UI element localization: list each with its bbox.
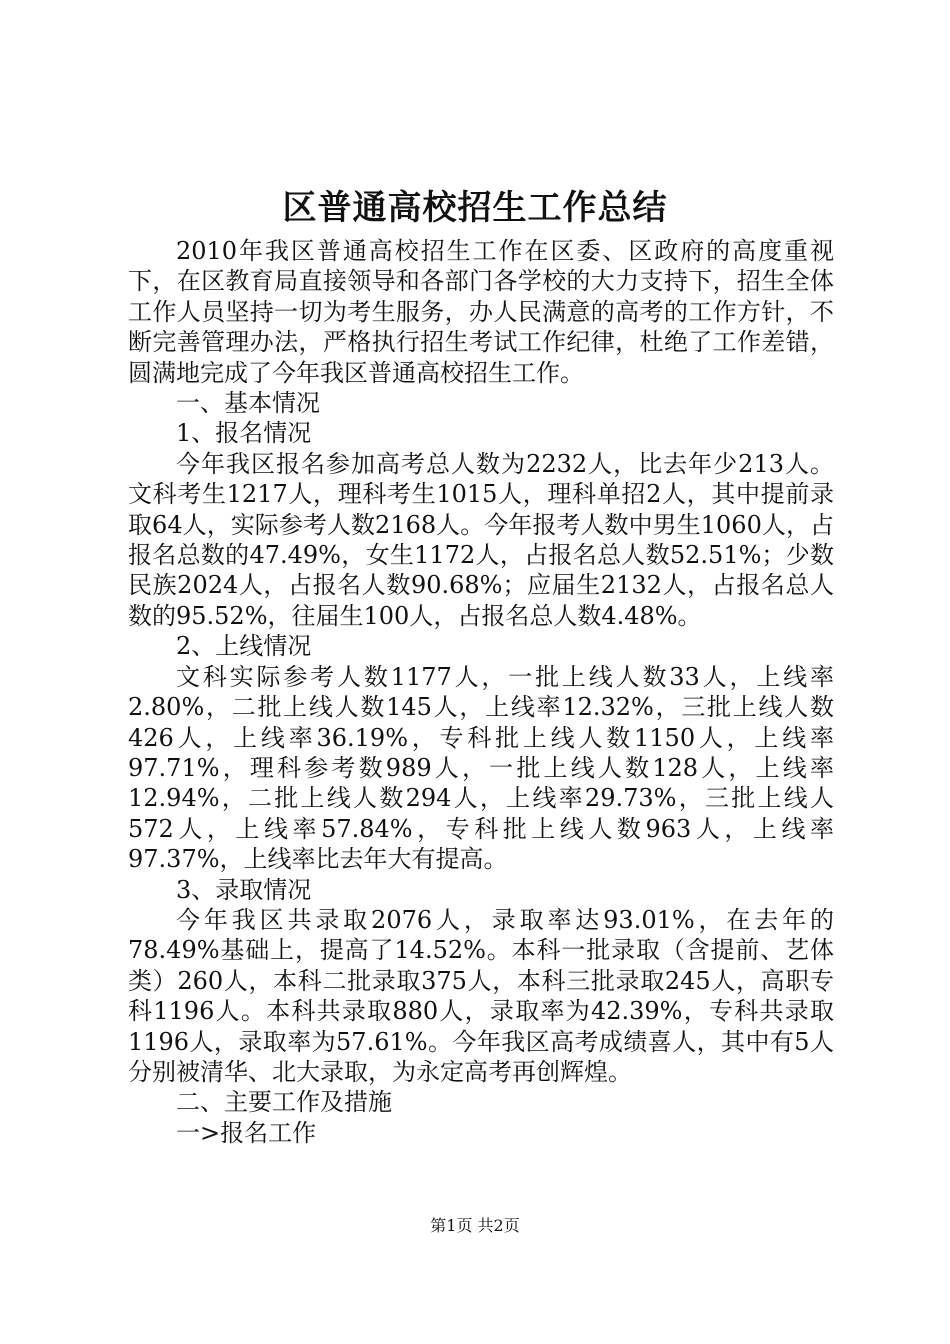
- subheading-cutoff: 2、上线情况: [176, 632, 312, 661]
- intro-paragraph: 2010年我区普通高校招生工作在区委、区政府的高度重视下，在区教育局直接领导和各部门各学校的大力支持下，招生全体工作人员坚持一切为考生服务，办人民满意的高考的工作方针，不断完善管理办法，严格执行招生考试工作纪律，杜绝了工作差错，圆满地完成了今年我区普通高校招生工作。: [128, 237, 834, 387]
- page-footer: 第1页 共2页: [430, 1216, 520, 1235]
- document-body: [128, 236, 834, 1148]
- cutoff-paragraph: 文科实际参考人数1177人，一批上线人数33人，上线率2.80%，二批上线人数145人，上线率12.32%，三批上线人数426人，上线率36.19%，专科批上线人数1150人，上线率97.71%，理科参考数989人，一批上线人数128人，上线率12.94%，二批上线人数294人，上线率29.73%，三批上线人572人，上线率57.84%，专科批上线人数963人，上线率97.37%，上线率比去年大有提高。: [128, 662, 834, 874]
- registration-paragraph: 今年我区报名参加高考总人数为2232人，比去年少213人。文科考生1217人，理科考生1015人，理科单招2人，其中提前录取64人，实际参考人数2168人。今年报考人数中男生1060人，占报名总数的47.49%，女生1172人，占报名总人数52.51%；少数民族2024人，占报名人数90.68%；应届生2132人，占报名总人数的95.52%，往届生100人，占报名总人数4.48%。: [128, 449, 834, 630]
- document-title: 区普通高校招生工作总结: [282, 188, 668, 228]
- admission-paragraph: 今年我区共录取2076人，录取率达93.01%，在去年的78.49%基础上，提高了14.52%。本科一批录取（含提前、艺体类）260人，本科二批录取375人，本科三批录取245人，高职专科1196人。本科共录取880人，录取率为42.39%，专科共录取1196人，录取率为57.61%。今年我区高考成绩喜人，其中有5人分别被清华、北大录取，为永定高考再创辉煌。: [128, 905, 834, 1086]
- subheading-admission: 3、录取情况: [176, 875, 312, 904]
- section-heading-basic: 一、基本情况: [176, 389, 320, 418]
- subheading-registration-work: 一>报名工作: [176, 1118, 317, 1147]
- subheading-registration: 1、报名情况: [176, 419, 312, 448]
- section-heading-measures: 二、主要工作及措施: [176, 1088, 392, 1117]
